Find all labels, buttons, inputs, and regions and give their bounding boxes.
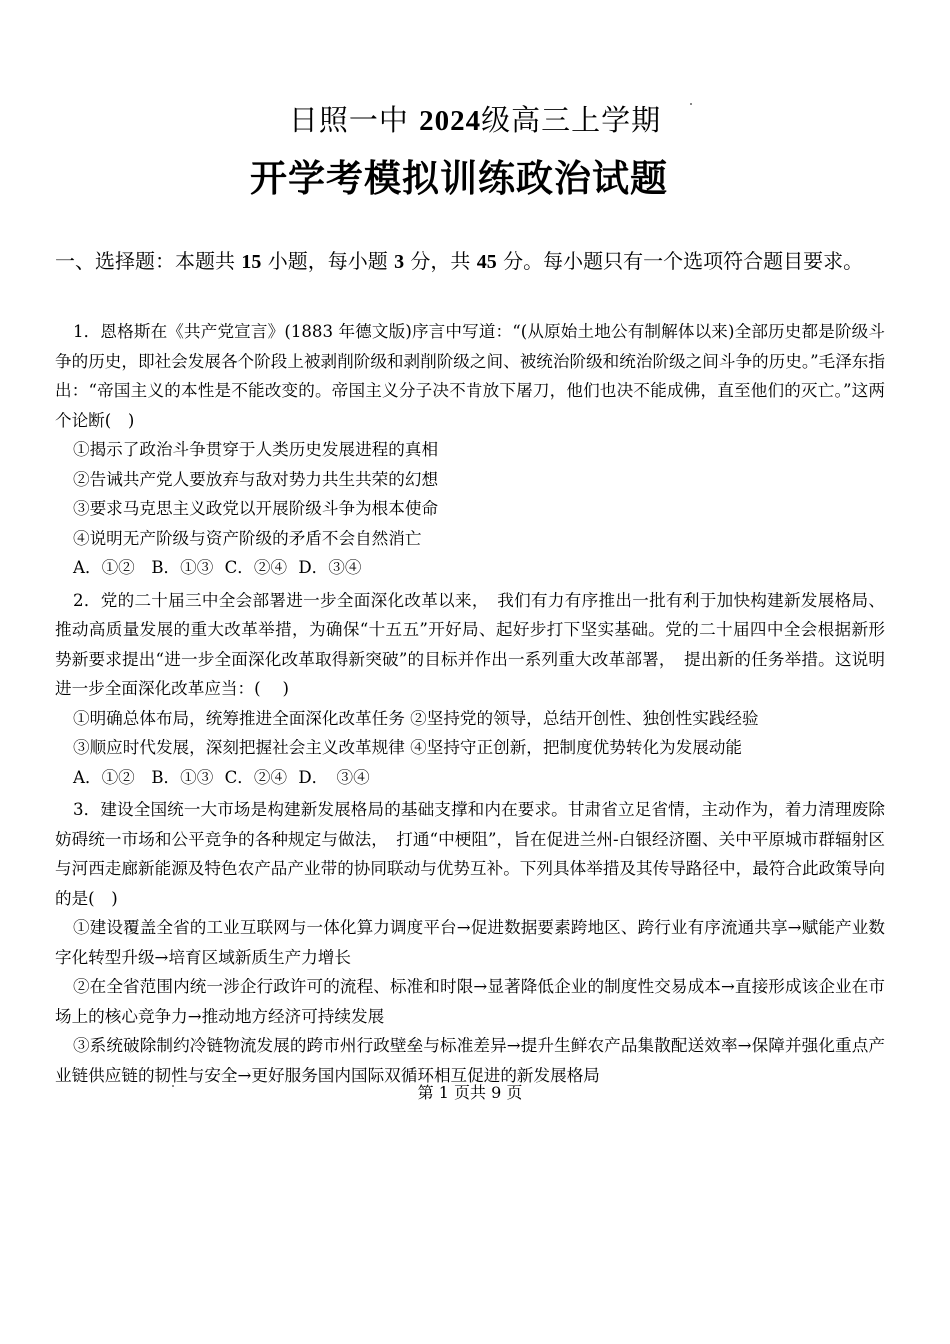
questions-body (55, 317, 885, 1090)
page-footer: 第 1 页共 9 页 (417, 1083, 523, 1102)
question-1-option: ①揭示了政治斗争贯穿于人类历史发展进程的真相 (73, 440, 439, 459)
question-1-option: ③要求马克思主义政党以开展阶级斗争为根本使命 (73, 499, 439, 518)
grade-year: 2024 (419, 105, 482, 137)
question-3-option: ②在全省范围内统一涉企行政许可的流程、标准和时限→显著降低企业的制度性交易成本→直接形成该企业在市场上的核心竞争力→推动地方经济可持续发展 (55, 977, 885, 1026)
question-3-option: ③系统破除制约冷链物流发展的跨市州行政壁垒与标准差异→提升生鲜农产品集散配送效率→保障并强化重点产业链供应链的韧性与安全→更好服务国内国际双循环相互促进的新发展格局 (55, 1036, 885, 1085)
question-3-option: ①建设覆盖全省的工业互联网与一体化算力调度平台→促进数据要素跨地区、跨行业有序流通共享→赋能产业数字化转型升级→培育区域新质生产力增长 (55, 918, 885, 967)
question-3-stem: 3．建设全国统一大市场是构建新发展格局的基础支撑和内在要求。甘肃省立足省情，主动作为，着力清理废除妨碍统一市场和公平竞争的各种规定与做法， 打通“中梗阻”，旨在促进兰州-白银经济圈、关中平原城市群辐射区与河西走廊新能源及特色农产品产业带的协同联动与优势互补。下列具体举措及其传导路径中，最符合此政策导向的是( ) (55, 800, 885, 908)
question-1-stem: 1．恩格斯在《共产党宣言》(1883 年德文版)序言中写道：“(从原始土地公有制解体以来)全部历史都是阶级斗争的历史，即社会发展各个阶段上被剥削阶级和剥削阶级之间、被统治阶级和统治阶级之间斗争的历史。”毛泽东指出：“帝国主义的本性是不能改变的。帝国主义分子决不肯放下屠刀，他们也决不能成佛，直至他们的灭亡。”这两个论断( ) (55, 322, 885, 430)
question-2-stem: 2．党的二十届三中全会部署进一步全面深化改革以来， 我们有力有序推出一批有利于加快构建新发展格局、推动高质量发展的重大改革举措，为确保“十五五”开好局、起好步打下坚实基础。党的二十届四中全会根据新形势新要求提出“进一步全面深化改革取得新突破”的目标并作出一系列重大改革部署， 提出新的任务举措。这说明进一步全面深化改革应当：( ) (55, 590, 885, 698)
school-name: 日照一中 (288, 103, 409, 137)
question-2-option: ③顺应时代发展，深刻把握社会主义改革规律 ④坚持守正创新，把制度优势转化为发展动能 (73, 738, 743, 757)
question-1-choices: A．①② B．①③ C．②④ D．③④ (73, 558, 362, 577)
scan-speck (172, 1085, 174, 1087)
section-instructions: 一、选择题：本题共 15 小题，每小题 3 分，共 45 分。每小题只有一个选项符合题目要求。 (55, 249, 864, 273)
scan-speck (690, 103, 692, 105)
question-1-option: ④说明无产阶级与资产阶级的矛盾不会自然消亡 (73, 528, 422, 548)
exam-title-main: 开学考模拟训练政治试题 (250, 157, 668, 200)
question-1-option: ②告诫共产党人要放弃与敌对势力共生共荣的幻想 (73, 469, 439, 489)
question-2-choices: A．①② B．①③ C．②④ D． ③④ (73, 767, 370, 787)
exam-title-line1 (0, 98, 950, 139)
title-rest: 级高三上学期 (481, 103, 662, 137)
question-2-option: ①明确总体布局，统筹推进全面深化改革任务 ②坚持党的领导，总结开创性、独创性实践经验 (73, 708, 759, 728)
